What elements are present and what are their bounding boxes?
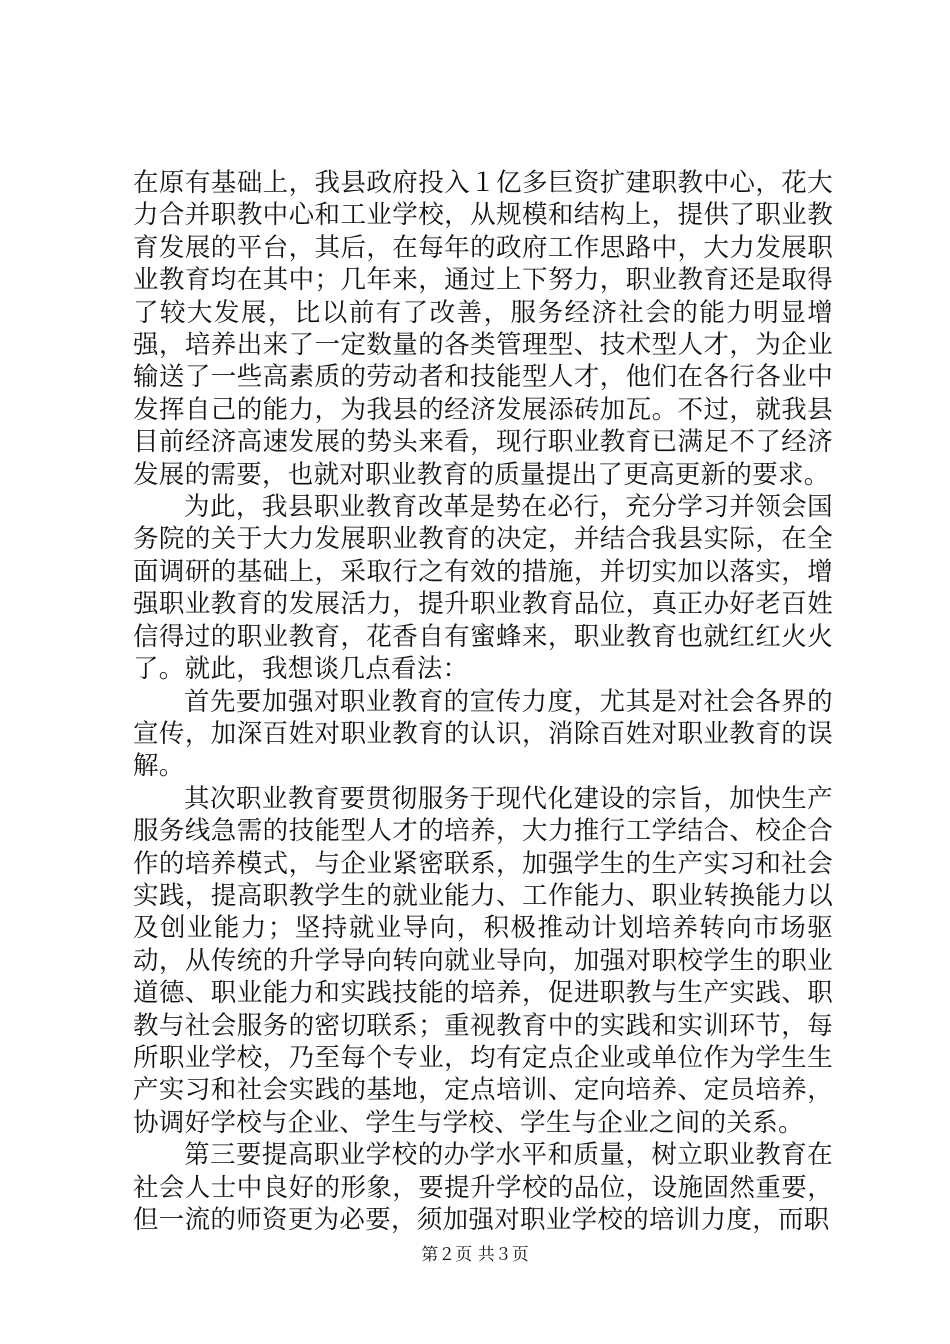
- page-number-label: 第２页 共３页: [421, 1245, 529, 1265]
- paragraph-1: 在原有基础上，我县政府投入１亿多巨资扩建职教中心，花大力合并职教中心和工业学校，从规模和结构上，提供了职业教育发展的平台，其后，在每年的政府工作思路中，大力发展职业教育均在其中；几年来，通过上下努力，职业教育还是取得了较大发展，比以前有了改善，服务经济社会的能力明显增强，培养出来了一定数量的各类管理型、技术型人才，为企业输送了一些高素质的劳动者和技能型人才，他们在各行各业中发挥自己的能力，为我县的经济发展添砖加瓦。不过，就我县目前经济高速发展的势头来看，现行职业教育已满足不了经济发展的需要，也就对职业教育的质量提出了更高更新的要求。: [133, 168, 833, 490]
- paragraph-5: 第三要提高职业学校的办学水平和质量，树立职业教育在社会人士中良好的形象，要提升学校的品位，设施固然重要，但一流的师资更为必要，须加强对职业学校的培训力度，而职: [133, 1140, 833, 1235]
- document-body: [133, 167, 833, 1236]
- paragraph-2: 为此，我县职业教育改革是势在必行，充分学习并领会国务院的关于大力发展职业教育的决定，并结合我县实际，在全面调研的基础上，采取行之有效的措施，并切实加以落实，增强职业教育的发展活力，提升职业教育品位，真正办好老百姓信得过的职业教育，花香自有蜜蜂来，职业教育也就红红火火了。就此，我想谈几点看法：: [133, 492, 833, 685]
- paragraph-3: 首先要加强对职业教育的宣传力度，尤其是对社会各界的宣传，加深百姓对职业教育的认识，消除百姓对职业教育的误解。: [133, 686, 833, 782]
- paragraph-4: 其次职业教育要贯彻服务于现代化建设的宗旨，加快生产服务线急需的技能型人才的培养，大力推行工学结合、校企合作的培养模式，与企业紧密联系，加强学生的生产实习和社会实践，提高职教学生的就业能力、工作能力、职业转换能力以及创业能力；坚持就业导向，积极推动计划培养转向市场驱动，从传统的升学导向转向就业导向，加强对职校学生的职业道德、职业能力和实践技能的培养，促进职教与生产实践、职教与社会服务的密切联系；重视教育中的实践和实训环节，每所职业学校，乃至每个专业，均有定点企业或单位作为学生生产实习和社会实践的基地，定点培训、定向培养、定员培养，协调好学校与企业、学生与学校、学生与企业之间的关系。: [133, 783, 833, 1138]
- page-footer: [0, 1244, 950, 1266]
